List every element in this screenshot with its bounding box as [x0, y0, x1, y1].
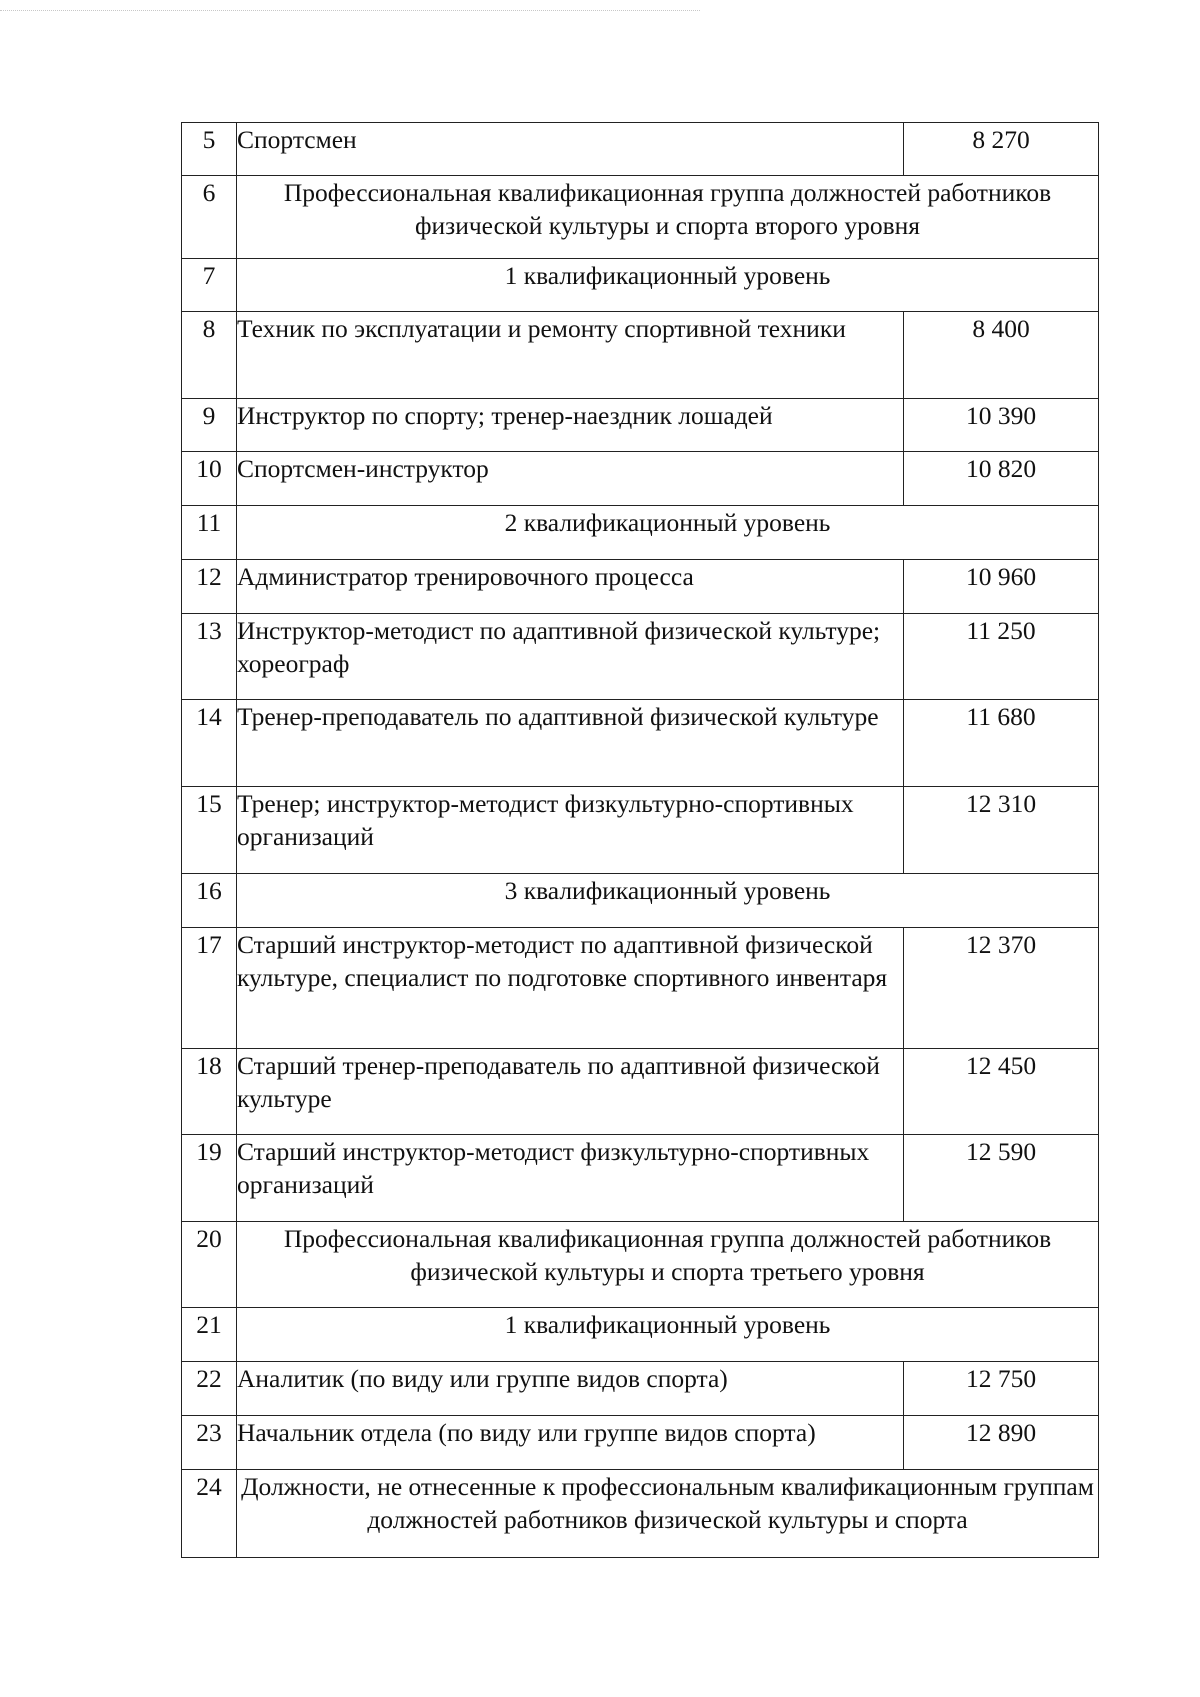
group-header: Профессиональная квалификационная группа должностей работников физической культуры и спорта второго уровня	[237, 176, 1099, 259]
row-number: 15	[182, 787, 237, 874]
level-header: 2 квалификационный уровень	[237, 506, 1099, 560]
salary-value: 12 370	[904, 928, 1099, 1049]
table-row	[182, 1135, 1099, 1222]
row-number: 21	[182, 1308, 237, 1362]
position-name: Тренер; инструктор-методист физкультурно-спортивных организаций	[237, 787, 904, 874]
position-name: Спортсмен	[237, 123, 904, 176]
row-number: 17	[182, 928, 237, 1049]
row-number: 23	[182, 1416, 237, 1470]
position-name: Начальник отдела (по виду или группе видов спорта)	[237, 1416, 904, 1470]
position-name: Старший тренер-преподаватель по адаптивной физической культуре	[237, 1049, 904, 1135]
position-name: Тренер-преподаватель по адаптивной физической культуре	[237, 700, 904, 787]
salary-value: 10 960	[904, 560, 1099, 614]
row-number: 19	[182, 1135, 237, 1222]
salary-value: 10 820	[904, 452, 1099, 506]
table-row	[182, 506, 1099, 560]
table-row	[182, 1362, 1099, 1416]
position-name: Администратор тренировочного процесса	[237, 560, 904, 614]
row-number: 9	[182, 399, 237, 452]
row-number: 16	[182, 874, 237, 928]
salary-value: 12 890	[904, 1416, 1099, 1470]
row-number: 7	[182, 259, 237, 312]
salary-value: 12 310	[904, 787, 1099, 874]
row-number: 22	[182, 1362, 237, 1416]
table-row	[182, 312, 1099, 399]
table-row	[182, 259, 1099, 312]
table-row	[182, 123, 1099, 176]
row-number: 8	[182, 312, 237, 399]
table-row	[182, 1222, 1099, 1308]
row-number: 24	[182, 1470, 237, 1558]
row-number: 12	[182, 560, 237, 614]
table-row	[182, 1308, 1099, 1362]
table-row	[182, 1049, 1099, 1135]
level-header: 1 квалификационный уровень	[237, 259, 1099, 312]
table-row	[182, 614, 1099, 700]
row-number: 13	[182, 614, 237, 700]
salary-value: 8 400	[904, 312, 1099, 399]
salary-value: 12 750	[904, 1362, 1099, 1416]
row-number: 5	[182, 123, 237, 176]
table-row	[182, 399, 1099, 452]
row-number: 6	[182, 176, 237, 259]
salary-value: 10 390	[904, 399, 1099, 452]
group-header: Должности, не отнесенные к профессиональным квалификационным группам должностей работников физической культуры и спорта	[237, 1470, 1099, 1558]
position-name: Инструктор по спорту; тренер-наездник лошадей	[237, 399, 904, 452]
salary-value: 12 450	[904, 1049, 1099, 1135]
row-number: 11	[182, 506, 237, 560]
salary-value: 11 680	[904, 700, 1099, 787]
level-header: 1 квалификационный уровень	[237, 1308, 1099, 1362]
position-name: Спортсмен-инструктор	[237, 452, 904, 506]
table-row	[182, 452, 1099, 506]
table-row	[182, 700, 1099, 787]
position-name: Техник по эксплуатации и ремонту спортивной техники	[237, 312, 904, 399]
row-number: 10	[182, 452, 237, 506]
row-number: 14	[182, 700, 237, 787]
table-row	[182, 1470, 1099, 1558]
position-name: Старший инструктор-методист по адаптивной физической культуре, специалист по подготовке спортивного инвентаря	[237, 928, 904, 1049]
table-row	[182, 1416, 1099, 1470]
salary-value: 12 590	[904, 1135, 1099, 1222]
level-header: 3 квалификационный уровень	[237, 874, 1099, 928]
position-name: Старший инструктор-методист физкультурно-спортивных организаций	[237, 1135, 904, 1222]
row-number: 18	[182, 1049, 237, 1135]
salary-value: 11 250	[904, 614, 1099, 700]
row-number: 20	[182, 1222, 237, 1308]
position-name: Аналитик (по виду или группе видов спорта)	[237, 1362, 904, 1416]
salary-table-body	[182, 123, 1099, 1558]
scan-top-edge	[0, 10, 700, 11]
table-row	[182, 874, 1099, 928]
salary-value: 8 270	[904, 123, 1099, 176]
table-row	[182, 176, 1099, 259]
position-name: Инструктор-методист по адаптивной физической культуре; хореограф	[237, 614, 904, 700]
group-header: Профессиональная квалификационная группа должностей работников физической культуры и спорта третьего уровня	[237, 1222, 1099, 1308]
salary-table	[181, 122, 1099, 1558]
table-row	[182, 928, 1099, 1049]
table-row	[182, 787, 1099, 874]
table-row	[182, 560, 1099, 614]
